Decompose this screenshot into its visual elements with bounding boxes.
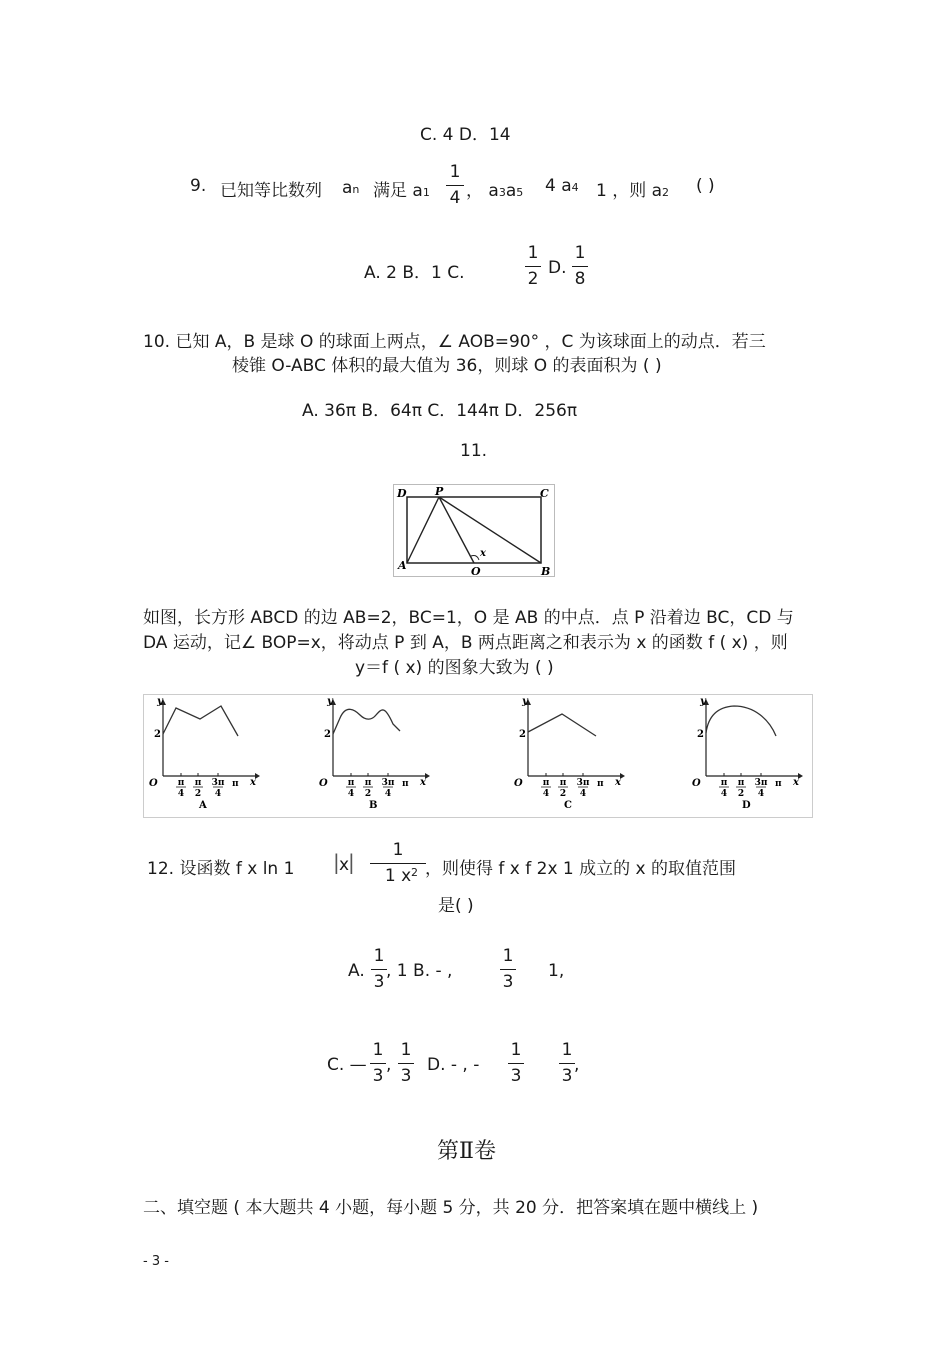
x-tick-pi: π	[775, 779, 782, 789]
label-C: C	[540, 487, 549, 500]
q12-optA-label: A.	[348, 961, 365, 981]
label-P: P	[435, 485, 444, 498]
q10-options: A. 36π B．64π C．144π D．256π	[302, 401, 578, 421]
q9-a4-term: 4 a4	[545, 176, 579, 196]
label-D: D	[397, 487, 407, 500]
q12-optD-fraction-2: 1 3	[559, 1042, 575, 1085]
abs-bar-right: |	[348, 850, 355, 874]
y-axis-label: y	[327, 696, 333, 707]
q11-number: 11.	[460, 441, 488, 461]
q12-optD-end: ,	[574, 1055, 580, 1075]
q9-answer-paren: ( )	[696, 176, 715, 196]
x-tick-pi: π	[402, 779, 409, 789]
x-tick-numerator: π	[542, 778, 550, 788]
q12-stem-cont: ，则使得 f x f 2x 1 成立的 x 的取值范围	[425, 859, 737, 879]
function-curve	[163, 706, 238, 736]
x-tick-pi: π	[232, 779, 239, 789]
fill-in-heading: 二、填空题 ( 本大题共 4 小题，每小题 5 分，共 20 分．把答案填在题中横线上 )	[143, 1198, 759, 1218]
q12-optC-fraction-2: 1 3	[398, 1042, 414, 1085]
q8-options-tail: C. 4 D．14	[420, 125, 511, 145]
label-A: A	[398, 559, 407, 572]
x-tick-numerator: π	[364, 778, 372, 788]
y-tick-2: 2	[324, 729, 331, 740]
x-tick-denominator: 2	[364, 789, 372, 799]
x-tick-numerator: π	[194, 778, 202, 788]
q12-optB-end: 1,	[548, 961, 565, 981]
q12-fraction: 1 1 x	[370, 842, 426, 885]
q9-options: A. 2 B．1 C.	[364, 263, 465, 283]
abs-bar-left: |	[333, 850, 340, 874]
q9-option-c-fraction: 1 2	[525, 245, 541, 288]
origin-label: O	[149, 778, 158, 789]
graph-option-A	[149, 696, 260, 811]
graph-option-D	[692, 696, 803, 811]
x-tick-denominator: 4	[542, 789, 550, 799]
q12-stem: 12. 设函数 f x ln 1	[147, 859, 295, 879]
x-tick-numerator: π	[177, 778, 185, 788]
q11-line-2: DA 运动，记∠ BOP=x，将动点 P 到 A，B 两点距离之和表示为 x 的函数 f ( x) ，则	[143, 633, 788, 653]
graph-option-label: D	[742, 800, 751, 811]
q9-option-d-fraction: 1 8	[572, 245, 588, 288]
x-tick-numerator: π	[737, 778, 745, 788]
x-tick-denominator: 2	[737, 789, 745, 799]
label-O: O	[471, 565, 481, 577]
x-tick-numerator: 3π	[576, 778, 590, 788]
function-curve	[333, 709, 400, 734]
x-tick-denominator: 4	[720, 789, 728, 799]
x-tick-numerator: π	[720, 778, 728, 788]
x-tick-denominator: 4	[177, 789, 185, 799]
graph-option-C	[514, 696, 625, 811]
graph-option-B	[319, 696, 430, 811]
q11-line-3: y＝f ( x) 的图象大致为 ( )	[355, 658, 554, 678]
x-tick-denominator: 2	[194, 789, 202, 799]
page-number: - 3 -	[143, 1254, 169, 1269]
x-tick-numerator: 3π	[211, 778, 225, 788]
x-tick-numerator: 3π	[381, 778, 395, 788]
x-axis-label: x	[420, 777, 426, 788]
function-curve	[706, 706, 776, 736]
x-axis-label: x	[250, 777, 256, 788]
q12-superscript: 2	[411, 866, 418, 879]
q12-optD-fraction-1: 1 3	[508, 1042, 524, 1085]
q12-optC-comma: ,	[386, 1055, 392, 1075]
q12-optA-mid: , 1 B. - ,	[386, 961, 453, 981]
graph-options	[143, 694, 813, 818]
graph-option-label: B	[369, 800, 378, 811]
y-tick-2: 2	[154, 729, 161, 740]
q9-fraction: 1 4	[446, 164, 464, 207]
function-curve	[528, 714, 596, 736]
q12-stem-end: 是( )	[438, 896, 474, 916]
graph-option-label: C	[564, 800, 572, 811]
x-tick-denominator: 2	[559, 789, 567, 799]
origin-label: O	[692, 778, 701, 789]
q10-line-2: 棱锥 O-ABC 体积的最大值为 36，则球 O 的表面积为 ( )	[232, 356, 662, 376]
q11-line-1: 如图，长方形 ABCD 的边 AB=2，BC=1，O 是 AB 的中点．点 P 沿着边 BC，CD 与	[143, 608, 794, 628]
q9-cond: 满足 a1	[373, 181, 430, 201]
x-tick-numerator: 3π	[754, 778, 768, 788]
q12-optC-label: C. —	[327, 1055, 367, 1075]
q9-option-d-label: D.	[548, 258, 567, 278]
label-x: x	[480, 548, 486, 559]
y-tick-2: 2	[519, 729, 526, 740]
x-axis-label: x	[615, 777, 621, 788]
q9-product: ， a3a5	[466, 181, 524, 201]
x-tick-denominator: 4	[347, 789, 355, 799]
origin-label: O	[319, 778, 328, 789]
x-tick-denominator: 4	[214, 789, 222, 799]
rectangle-figure	[393, 484, 555, 577]
section-title: 第Ⅱ卷	[437, 1139, 496, 1164]
x-tick-numerator: π	[347, 778, 355, 788]
q9-stem: 已知等比数列	[220, 181, 322, 201]
x-tick-pi: π	[597, 779, 604, 789]
q9-number: 9.	[190, 176, 207, 196]
q12-optD-label: D. - , -	[427, 1055, 480, 1075]
q12-optC-fraction-1: 1 3	[370, 1042, 386, 1085]
x-tick-denominator: 4	[579, 789, 587, 799]
q9-target: 1 ，则 a2	[596, 181, 670, 201]
x-tick-denominator: 4	[757, 789, 765, 799]
y-axis-label: y	[522, 696, 528, 707]
x-tick-numerator: π	[559, 778, 567, 788]
origin-label: O	[514, 778, 523, 789]
y-axis-label: y	[157, 696, 163, 707]
label-B: B	[541, 565, 551, 577]
y-axis-label: y	[700, 696, 706, 707]
q12-optA-fraction: 1 3	[371, 948, 387, 991]
q12-abs-x: x	[339, 855, 350, 875]
q12-optB-fraction: 1 3	[500, 948, 516, 991]
q9-seq: an	[342, 178, 360, 198]
q10-line-1: 10. 已知 A，B 是球 O 的球面上两点，∠ AOB=90° ，C 为该球面上的动点．若三	[143, 332, 766, 352]
y-tick-2: 2	[697, 729, 704, 740]
graph-option-label: A	[199, 800, 207, 811]
x-axis-label: x	[793, 777, 799, 788]
x-tick-denominator: 4	[384, 789, 392, 799]
